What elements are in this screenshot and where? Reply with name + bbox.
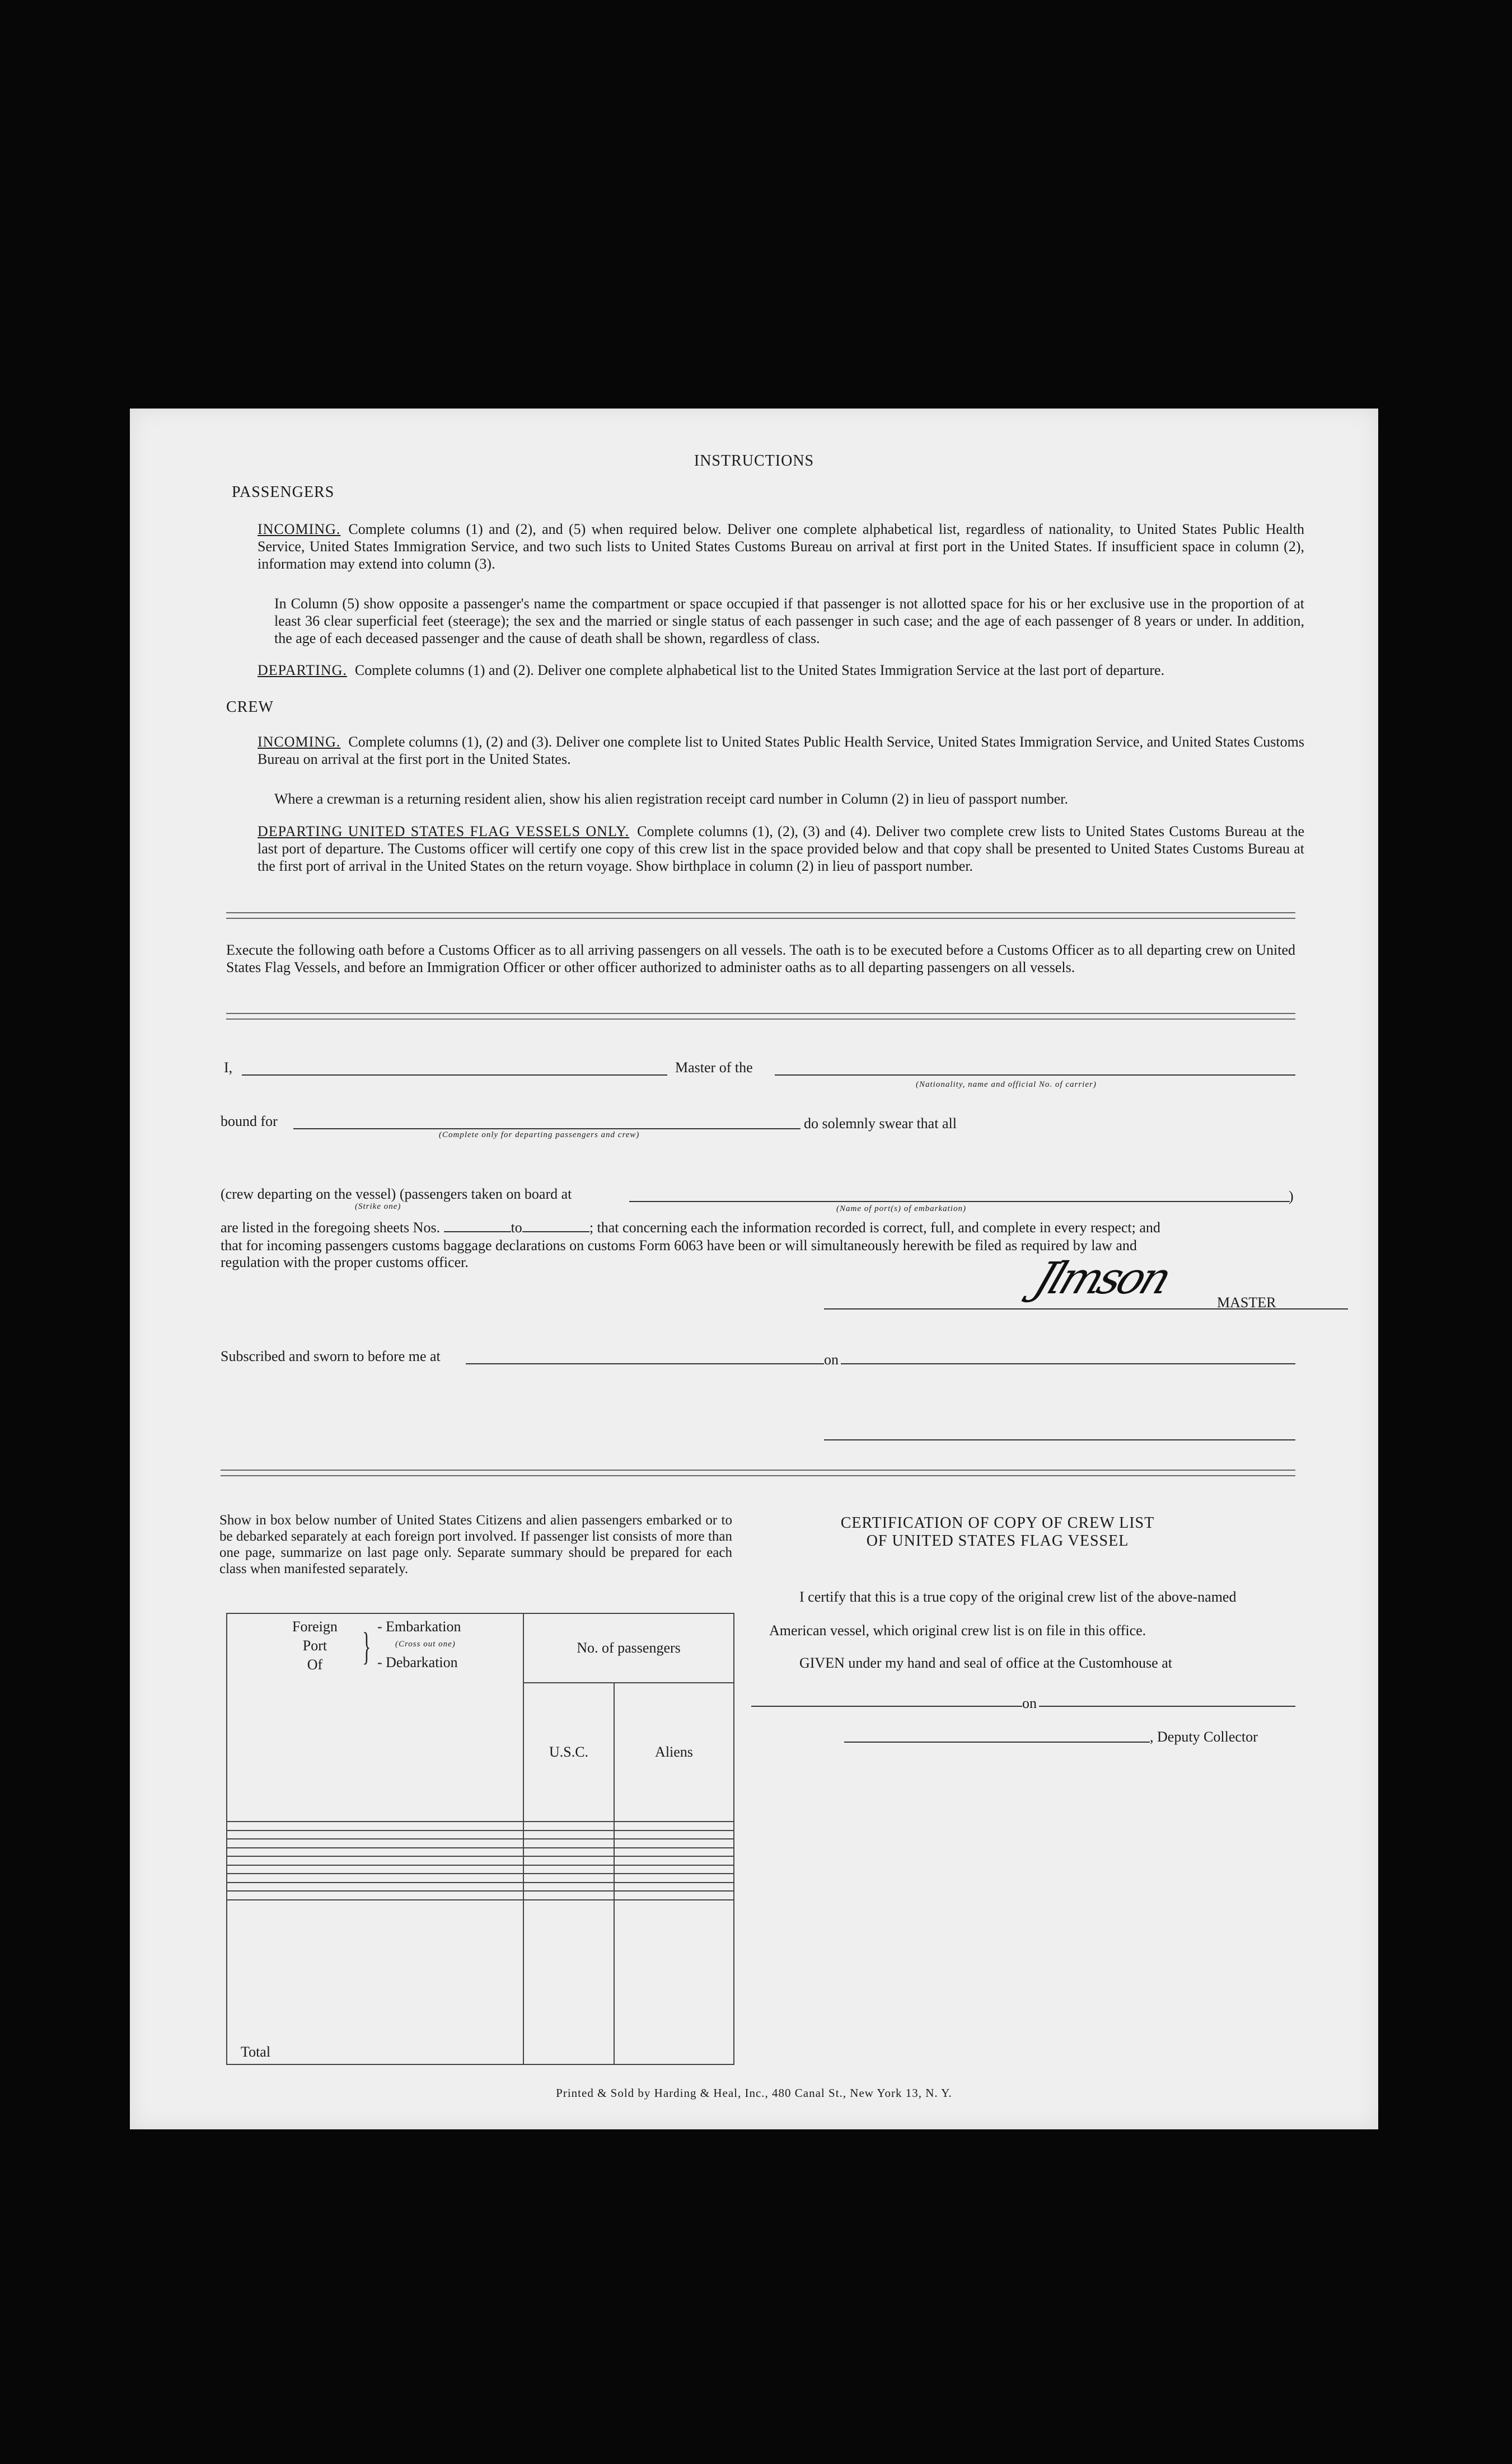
aliens-header: Aliens <box>614 1683 734 1822</box>
usc-cell[interactable] <box>523 1831 614 1839</box>
no-passengers-header: No. of passengers <box>523 1613 734 1683</box>
section-divider <box>226 912 1295 919</box>
debarkation-label: - Debarkation <box>377 1654 458 1670</box>
aliens-cell[interactable] <box>614 1891 734 1900</box>
usc-total-cell[interactable] <box>523 1900 614 2065</box>
table-row <box>227 1883 734 1892</box>
oath-intro: Execute the following oath before a Customs Officer as to all arriving passengers on all vessels. The oath is to be executed before a Customs Officer as to all departing crew on United States Flag Vessels, and before an Immigration Officer or other officer authorized to administer oaths as to all departing passengers on all vessels. <box>226 942 1295 975</box>
port-cell[interactable] <box>227 1831 523 1839</box>
table-row <box>227 1848 734 1857</box>
port-cell[interactable] <box>227 1865 523 1874</box>
crew-flag-text: Complete columns (1), (2), (3) and (4). Deliver two complete crew lists to United States Customs Bureau at the last port of departure. The Customs officer will certify one copy of this crew list in the space provided below and that copy shall be presented to United States Customs Bureau at the first port of arrival in the United States on the return voyage. Show birthplace in column (2) in lieu of passport number. <box>258 823 1305 874</box>
table-row <box>227 1874 734 1883</box>
listed-sheets-line <box>221 1219 1295 1237</box>
foreign-label: Foreign <box>292 1618 338 1635</box>
usc-cell[interactable] <box>523 1865 614 1874</box>
listed-b-text: ; that concerning each the information recorded is correct, full, and complete in every respect; and <box>589 1219 1160 1236</box>
passengers-incoming-label: INCOMING. <box>258 521 341 537</box>
crew-incoming-text: Complete columns (1), (2) and (3). Deliver one complete list to United States Public Health Service, United States Immigration Service, and United States Customs Bureau on arrival at the first port in the United States. <box>258 734 1304 767</box>
usc-cell[interactable] <box>523 1883 614 1892</box>
port-cell[interactable] <box>227 1822 523 1831</box>
table-row <box>227 1831 734 1839</box>
printer-footer: Printed & Sold by Harding & Heal, Inc., 480 Canal St., New York 13, N. Y. <box>556 2086 952 2100</box>
carrier-line[interactable] <box>775 1074 1295 1076</box>
listed-line3: regulation with the proper customs officer. <box>221 1254 469 1270</box>
certification-title <box>785 1514 1210 1550</box>
certification-date-line[interactable] <box>1039 1706 1295 1707</box>
bound-for-line[interactable] <box>293 1128 801 1129</box>
total-label: Total <box>227 1900 523 2065</box>
certification-line3: GIVEN under my hand and seal of office at the Customhouse at <box>799 1655 1172 1671</box>
crew-flag-label: DEPARTING UNITED STATES FLAG VESSELS ONLY. <box>258 823 630 839</box>
sworn-on-label: on <box>824 1351 839 1368</box>
crew-incoming-label: INCOMING. <box>258 734 341 750</box>
bracket-icon: } <box>362 1625 371 1668</box>
aliens-cell[interactable] <box>614 1848 734 1857</box>
passenger-summary-table <box>226 1613 734 2065</box>
summary-instructions: Show in box below number of United States Citizens and alien passengers embarked or to be debarked separately at each foreign port involved. If passenger list consists of more than one page, summarize on last page only. Separate summary should be prepared for each class when manifested separately. <box>219 1513 732 1576</box>
aliens-cell[interactable] <box>614 1874 734 1883</box>
table-row <box>227 1865 734 1874</box>
customhouse-line[interactable] <box>751 1706 1022 1707</box>
table-row <box>227 1891 734 1900</box>
usc-cell[interactable] <box>523 1848 614 1857</box>
master-label: MASTER <box>1217 1294 1276 1311</box>
port-cell[interactable] <box>227 1883 523 1892</box>
strike-note: (Strike one) <box>355 1202 401 1211</box>
aliens-cell[interactable] <box>614 1839 734 1848</box>
close-paren: ) <box>1289 1188 1294 1204</box>
bottom-divider <box>221 1470 1295 1476</box>
table-row <box>227 1839 734 1848</box>
master-of-label: Master of the <box>675 1059 753 1076</box>
aliens-cell[interactable] <box>614 1883 734 1892</box>
deputy-collector-line[interactable] <box>844 1742 1150 1743</box>
page-title: INSTRUCTIONS <box>694 452 814 470</box>
aliens-cell[interactable] <box>614 1831 734 1839</box>
port-cell[interactable] <box>227 1856 523 1865</box>
crew-heading: CREW <box>226 698 274 716</box>
table-row <box>227 1856 734 1865</box>
crew-departing-text: (crew departing on the vessel) (passengers taken on board at <box>221 1186 572 1202</box>
passengers-incoming-paragraph <box>258 520 1304 572</box>
certification-on-label: on <box>1022 1695 1037 1711</box>
cross-out-note: (Cross out one) <box>395 1640 456 1649</box>
port-cell[interactable] <box>227 1891 523 1900</box>
passengers-departing-label: DEPARTING. <box>258 662 347 678</box>
certification-line1: I certify that this is a true copy of the original crew list of the above-named <box>799 1589 1237 1605</box>
deputy-collector-label: , Deputy Collector <box>1150 1729 1258 1745</box>
passengers-incoming-text: Complete columns (1) and (2), and (5) when required below. Deliver one complete alphabetical list, regardless of nationality, to United States Public Health Service, United States Immigration Service, and two such lists to United States Customs Bureau on arrival at first port in the United States. If insufficient space in column (2), information may extend into column (3). <box>258 521 1304 572</box>
port-cell[interactable] <box>227 1874 523 1883</box>
master-name-line[interactable] <box>242 1074 667 1076</box>
master-signature: Jlmson <box>1027 1254 1176 1304</box>
oath-divider <box>226 1013 1295 1020</box>
passengers-departing-text: Complete columns (1) and (2). Deliver one complete alphabetical list to the United States Immigration Service at the last port of departure. <box>354 662 1165 678</box>
usc-cell[interactable] <box>523 1874 614 1883</box>
crew-incoming-paragraph <box>258 733 1304 768</box>
aliens-cell[interactable] <box>614 1822 734 1831</box>
aliens-total-cell[interactable] <box>614 1900 734 2065</box>
port-label: Port <box>302 1637 327 1654</box>
usc-header: U.S.C. <box>523 1683 614 1822</box>
sworn-date-line[interactable] <box>841 1363 1295 1364</box>
of-label: Of <box>307 1656 323 1673</box>
total-row <box>227 1900 734 2065</box>
usc-cell[interactable] <box>523 1891 614 1900</box>
sheet-from-field[interactable] <box>444 1231 511 1232</box>
listed-line2: that for incoming passengers customs baggage declarations on customs Form 6063 have been or will simultaneously herewith be filed as required by law and <box>221 1237 1137 1254</box>
listed-to-text: to <box>511 1219 522 1236</box>
foreign-port-header <box>227 1613 523 1822</box>
bound-for-label: bound for <box>221 1113 278 1129</box>
subscribed-label: Subscribed and sworn to before me at <box>221 1348 441 1364</box>
passengers-heading: PASSENGERS <box>232 484 335 501</box>
aliens-cell[interactable] <box>614 1865 734 1874</box>
embarkation-port-line[interactable] <box>629 1201 1290 1202</box>
port-cell[interactable] <box>227 1848 523 1857</box>
form-page <box>130 409 1378 2129</box>
complete-note: (Complete only for departing passengers and crew) <box>439 1130 640 1139</box>
aliens-cell[interactable] <box>614 1856 734 1865</box>
usc-cell[interactable] <box>523 1856 614 1865</box>
nationality-note: (Nationality, name and official No. of carrier) <box>916 1080 1097 1089</box>
passengers-departing-paragraph <box>258 661 1310 679</box>
port-cell[interactable] <box>227 1839 523 1848</box>
swear-text: do solemnly swear that all <box>804 1115 957 1132</box>
listed-a-text: are listed in the foregoing sheets Nos. <box>221 1219 441 1236</box>
passengers-column5-paragraph: In Column (5) show opposite a passenger's name the compartment or space occupied if that passenger is not allotted space for his or her exclusive use in the proportion of at least 36 clear superficial feet (steerage); the sex and the married or single status of each passenger in such case; and the age of each passenger of 8 years or under. In addition, the age of each deceased passenger and the cause of death shall be shown, regardless of class. <box>274 595 1304 646</box>
sheet-to-field[interactable] <box>522 1231 589 1232</box>
certification-title-line1: CERTIFICATION OF COPY OF CREW LIST <box>840 1514 1155 1532</box>
oath-i-label: I, <box>224 1059 233 1076</box>
crew-resident-paragraph: Where a crewman is a returning resident alien, show his alien registration receipt card number in Column (2) in lieu of passport number. <box>274 791 1069 807</box>
sworn-place-line[interactable] <box>466 1363 824 1364</box>
embarkation-label: - Embarkation <box>377 1618 461 1635</box>
table-row <box>227 1822 734 1831</box>
certification-line2: American vessel, which original crew list is on file in this office. <box>769 1622 1146 1639</box>
usc-cell[interactable] <box>523 1839 614 1848</box>
officer-signature-line[interactable] <box>824 1439 1295 1440</box>
crew-flag-paragraph <box>258 823 1304 875</box>
port-note: (Name of port(s) of embarkation) <box>836 1204 966 1213</box>
usc-cell[interactable] <box>523 1822 614 1831</box>
certification-title-line2: OF UNITED STATES FLAG VESSEL <box>866 1532 1129 1550</box>
